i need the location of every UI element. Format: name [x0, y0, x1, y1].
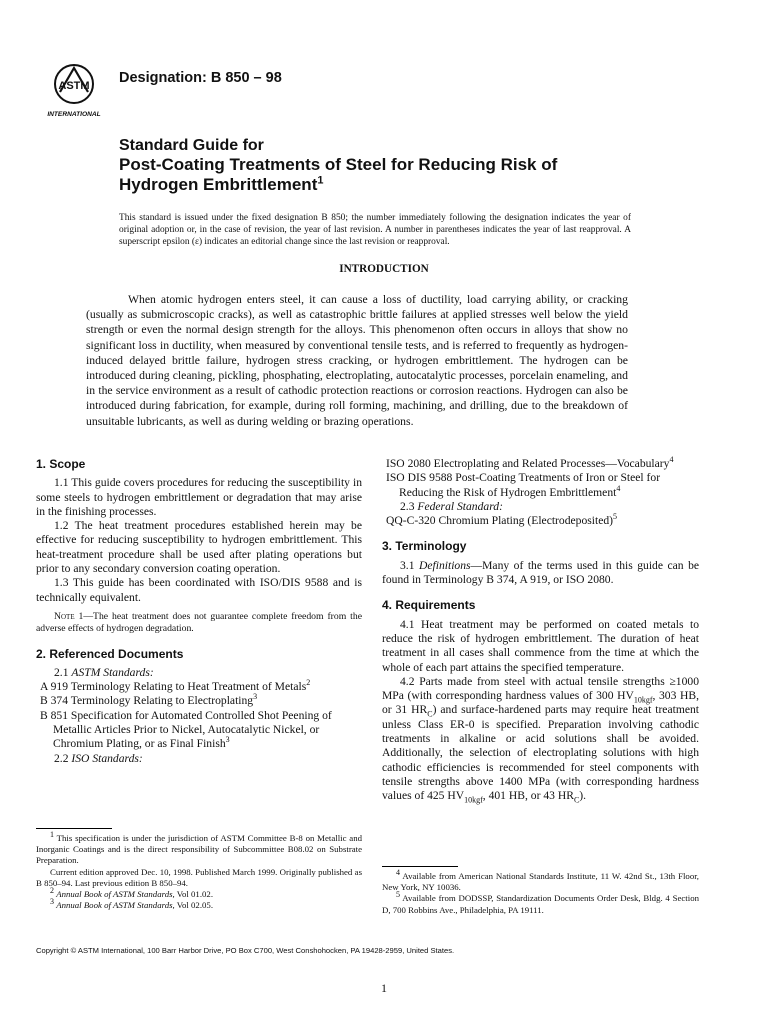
title-line-3-text: Hydrogen Embrittlement [119, 175, 318, 194]
designation: Designation: B 850 – 98 [119, 70, 282, 86]
scope-1-3: 1.3 This guide has been coordinated with ISO/DIS 9588 and is technically equivalent. [36, 576, 362, 604]
title-line-2: Post-Coating Treatments of Steel for Reducing Risk of [119, 155, 558, 174]
footnotes-left [36, 828, 362, 911]
footnote-rule-right [382, 866, 458, 867]
ref-b851: B 851 Specification for Automated Controlled Shot Peening of Metallic Articles Prior to Nickel, Autocatalytic Nickel, or Chromium Plating, or as Final Finish$^3$ [40, 708, 332, 751]
logo-text: ASTM [58, 80, 90, 92]
requirements-4-2: 4.2 Parts made from steel with actual tensile strengths ≥1000 MPa (with corresponding hardness values of 300 $HV_{10kgf}$, 303 HB, or 31 $HR_C$) and surface-hardened parts may require heat treatment unless Class ER-0 is specified. Preparation involving cathodic treatments in alkaline or acid solutions shall be avoided. Additionally, the selection of electroplating solutions with high cathodic efficiencies is recommended for steel components with tensile strengths above 1400 MPa (with corresponding hardness values of 425 $HV_{10kgf}$, 401 HB, or 43 $HR_C$). [382, 674, 700, 805]
astm-standards-label: 2.1 ASTM Standards: [54, 665, 154, 679]
issued-notice: This standard is issued under the fixed designation B 850; the number immediately following the designation indicates the year of original adoption or, in the case of revision, the year of last revision. A number in parentheses indicates the year of last reapproval. A superscript epsilon (ε) indicates an editorial change since the last revision or reapproval. [119, 213, 631, 248]
footnote-1: $^1$ This specification is under the jurisdiction of ASTM Committee B-8 on Metallic and Inorganic Coatings and is the direct responsibility of Subcommittee B08.02 on Substrate Preparation. [36, 830, 362, 866]
introduction-text: When atomic hydrogen enters steel, it can cause a loss of ductility, load carrying ability, or cracking (usually as submicroscopic cracks), as well as catastrophic brittle failures at applied stresses well below the yield strength or even the normal design strength for the alloys. This phenomenon often occurs in alloys that show no significant loss in ductility, when measured by conventional tensile tests, and is referred to frequently as hydrogen-induced delayed brittle failure, hydrogen stress cracking, or hydrogen embrittlement. The hydrogen can be introduced during cleaning, pickling, phosphating, electroplating, autocatalytic processes, porcelain enameling, and in the service environment as a result of cathodic protection reactions or corrosion reactions. Hydrogen can also be introduced during fabrication, for example, during roll forming, machining, and drilling, due to the breakdown of unsuitable lubricants, as well as during welding or brazing operations. [86, 293, 628, 428]
logo-subtext: INTERNATIONAL [47, 111, 101, 118]
scope-heading: 1. Scope [36, 457, 86, 471]
scope-note [36, 611, 362, 636]
note-label: Note [54, 610, 75, 622]
ref-qqc320: QQ-C-320 Chromium Plating (Electrodeposited)$^5$ [386, 512, 618, 528]
copyright: Copyright © ASTM International, 100 Barr Harbor Drive, PO Box C700, West Conshohocken, PA 19428-2959, United States. [36, 946, 455, 955]
terminology-heading: 3. Terminology [382, 539, 467, 554]
title-line-3 [119, 175, 323, 195]
footnote-3: $^3$ Annual Book of ASTM Standards, Vol 02.05. [50, 897, 214, 911]
note-text: 1—The heat treatment does not guarantee complete freedom from the adverse effects of hydrogen degradation. [36, 610, 362, 635]
left-column [36, 457, 362, 766]
title-footnote-mark: 1 [317, 174, 324, 187]
footnote-2: $^2$ Annual Book of ASTM Standards, Vol 01.02. [50, 886, 214, 900]
footnote-1-approval: Current edition approved Dec. 10, 1998. Published March 1999. Originally published as B 850–94. Last previous edition B 850–94. [36, 866, 362, 888]
right-column [382, 457, 699, 804]
ref-iso2080: ISO 2080 Electroplating and Related Processes—Vocabulary$^4$ [386, 455, 674, 470]
iso-standards-label: 2.2 ISO Standards: [54, 751, 143, 765]
footnote-4: $^4$ Available from American National Standards Institute, 11 W. 42nd St., 13th Floor, New York, NY 10036. [382, 868, 699, 893]
federal-standard-label: 2.3 Federal Standard: [400, 499, 503, 513]
title-line-1: Standard Guide for [119, 137, 264, 154]
scope-1-2: 1.2 The heat treatment procedures established herein may be effective for reducing susceptibility to hydrogen embrittlement. This heat-treatment procedure shall be used after plating operations but prior to any secondary conversion coating operation. [36, 519, 362, 576]
astm-logo [36, 62, 112, 120]
footnotes-right [382, 866, 699, 916]
page-number: 1 [381, 981, 387, 995]
scope-1-1: 1.1 This guide covers procedures for reducing the susceptibility in some steels to hydrogen embrittlement or degradation that may arise in the finishing processes. [36, 476, 362, 518]
ref-b374: B 374 Terminology Relating to Electroplating$^3$ [40, 692, 258, 708]
introduction-heading: INTRODUCTION [339, 263, 429, 275]
referenced-documents-heading: 2. Referenced Documents [36, 646, 184, 661]
footnote-5: $^5$ Available from DODSSP, Standardization Documents Order Desk, Bldg. 4 Section D, 700 Robbins Ave., Philadelphia, PA 19111. [382, 890, 699, 915]
terminology-3-1: 3.1 Definitions—Many of the terms used in this guide can be found in Terminology B 374, A 919, or ISO 2080. [382, 558, 700, 587]
ref-iso9588: ISO DIS 9588 Post-Coating Treatments of Iron or Steel for Reducing the Risk of Hydrogen Embrittlement$^4$ [386, 471, 661, 499]
footnote-rule-left [36, 828, 112, 829]
requirements-4-1: 4.1 Heat treatment may be performed on coated metals to reduce the risk of hydrogen embrittlement. The duration of heat treatment in all cases shall commence from the time at which the whole of each part attains the specified temperature. [382, 617, 699, 674]
ref-a919: A 919 Terminology Relating to Heat Treatment of Metals$^2$ [40, 678, 311, 694]
requirements-heading: 4. Requirements [382, 598, 476, 613]
